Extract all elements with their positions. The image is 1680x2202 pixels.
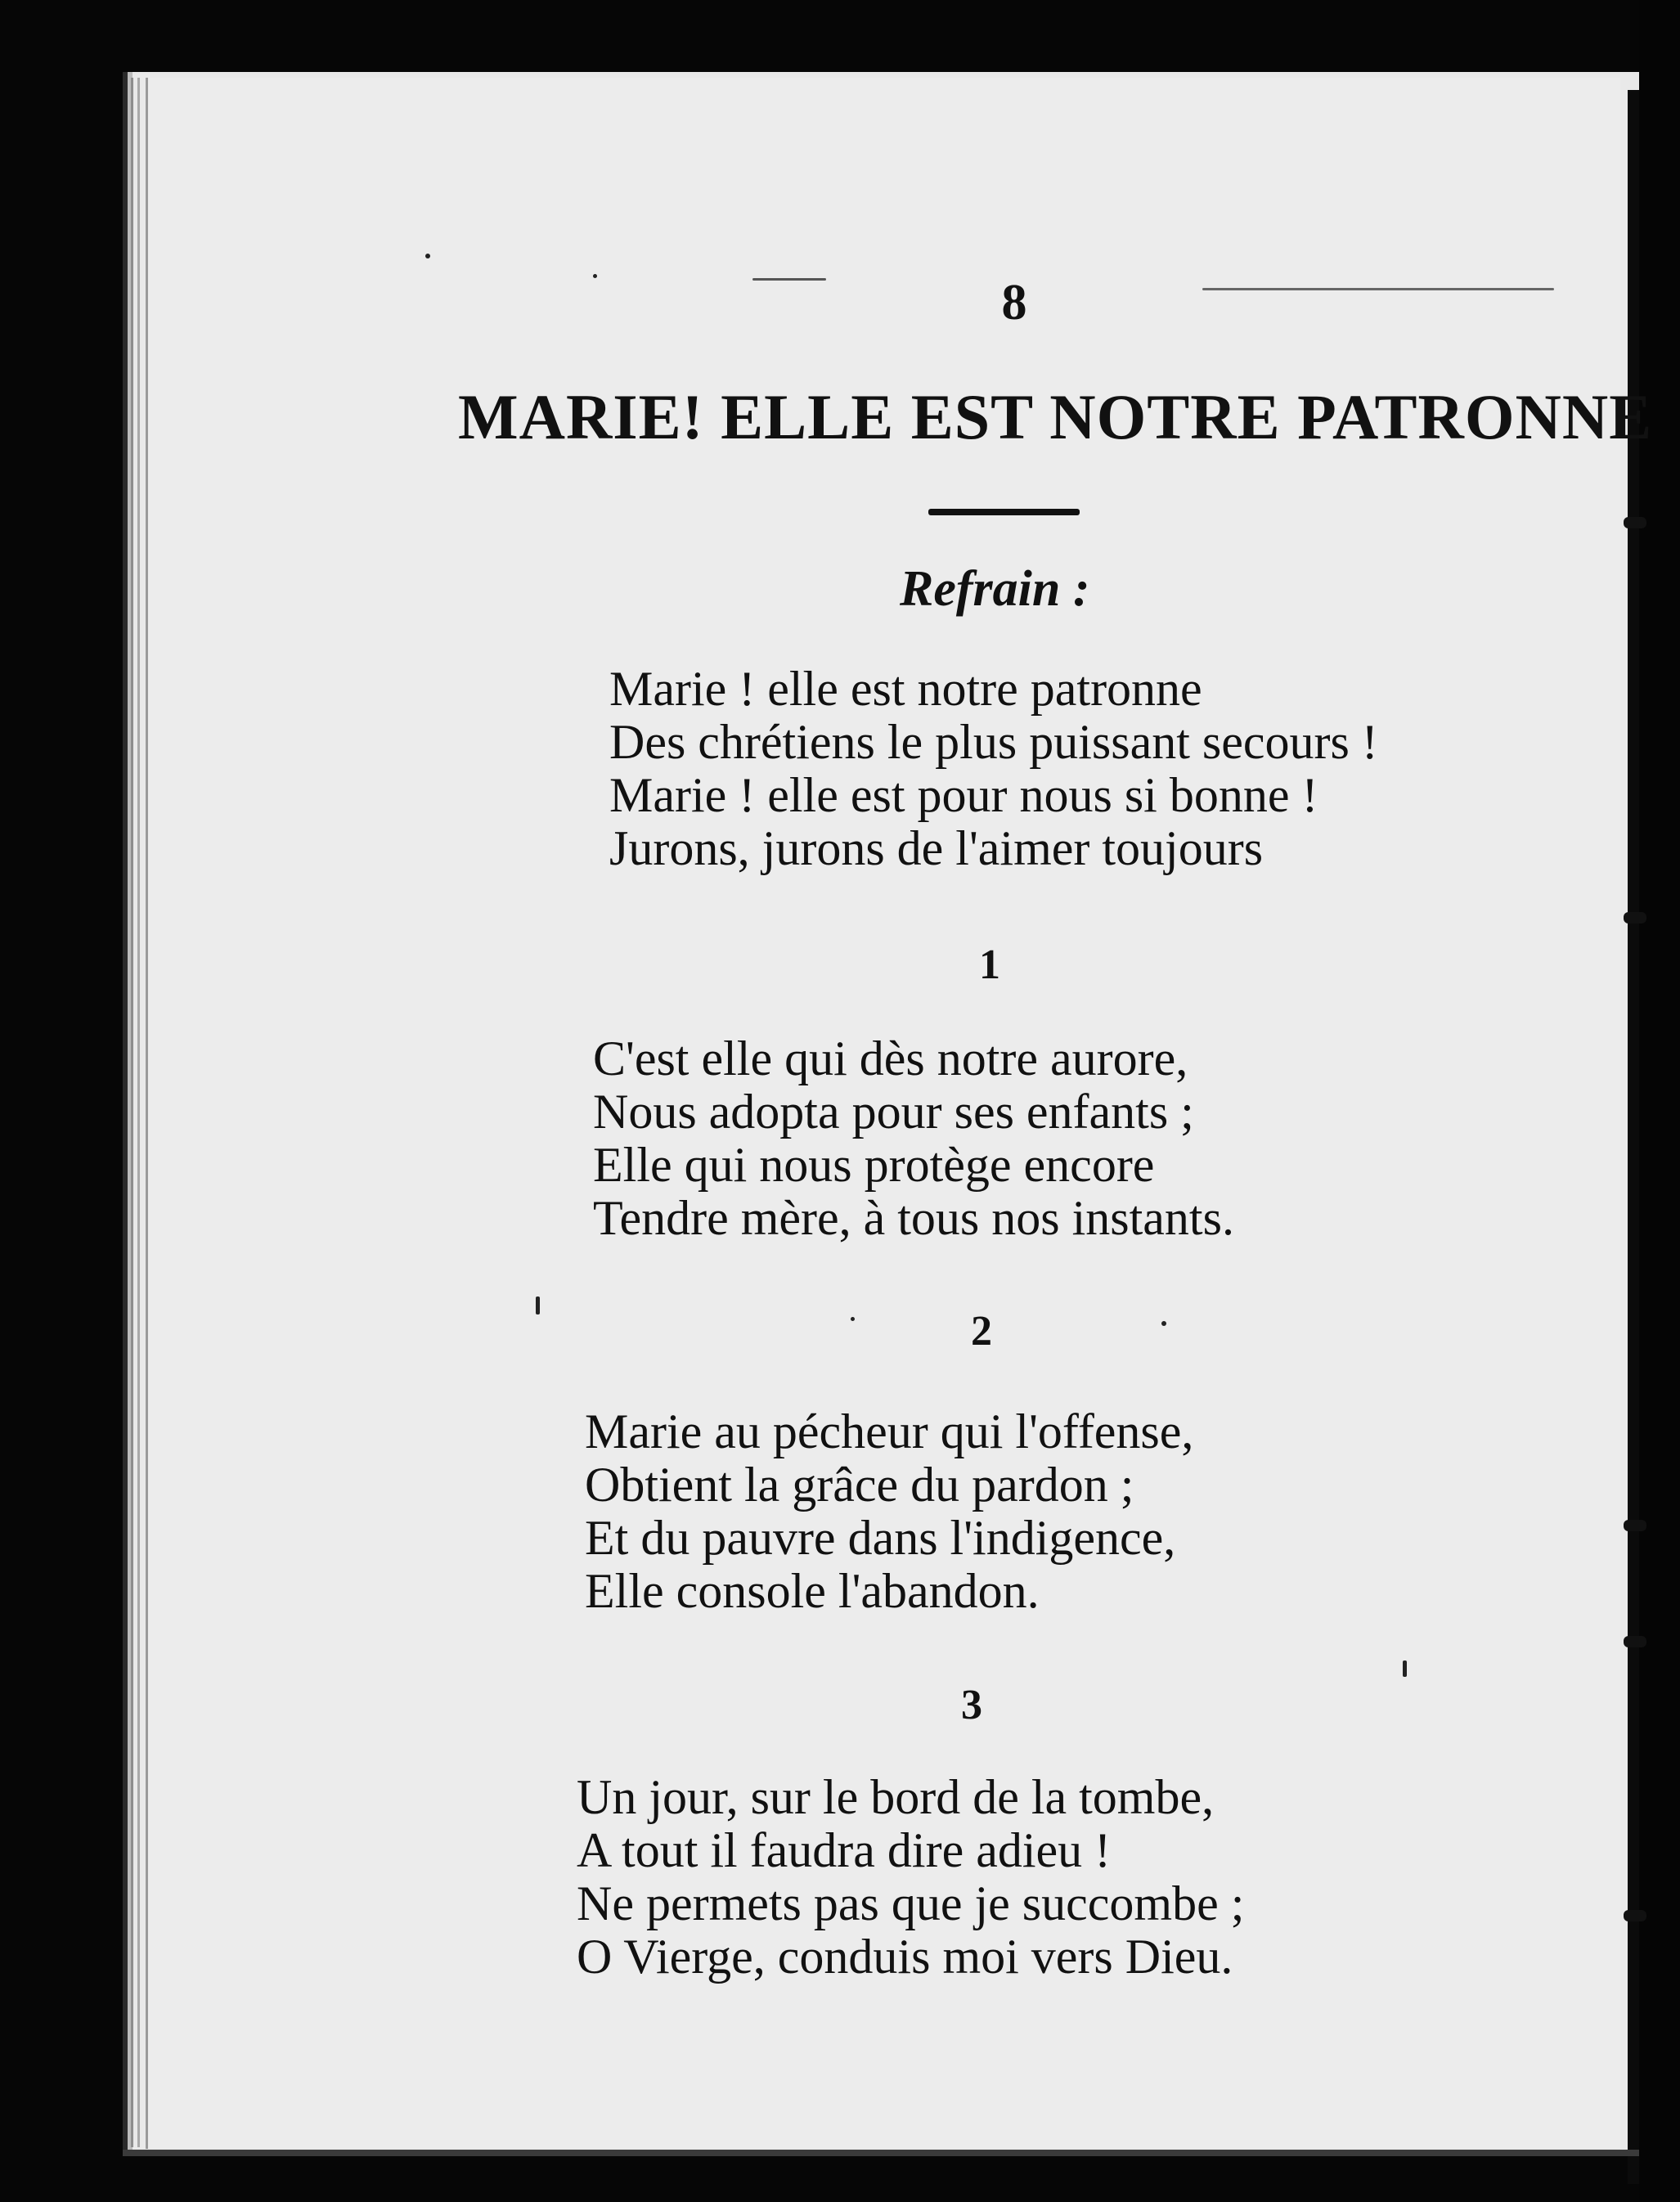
verse-line: Marie ! elle est notre patronne	[609, 662, 1202, 716]
page-number: 8	[1001, 275, 1027, 330]
verse-line: Obtient la grâce du pardon ;	[585, 1458, 1134, 1512]
stanza	[593, 1032, 1234, 1245]
verse-line: C'est elle qui dès notre aurore,	[593, 1031, 1188, 1085]
verse-line: Marie au pécheur qui l'offense,	[585, 1404, 1194, 1458]
verse-line: A tout il faudra dire adieu !	[577, 1823, 1112, 1877]
verse-line: Nous adopta pour ses enfants ;	[593, 1085, 1194, 1139]
stanza-number: 3	[961, 1682, 982, 1728]
refrain-stanza	[609, 663, 1378, 875]
verse-line: Ne permets pas que je succombe ;	[577, 1876, 1245, 1930]
verse-line: Et du pauvre dans l'indigence,	[585, 1511, 1176, 1565]
verse-line: Elle qui nous protège encore	[593, 1138, 1155, 1192]
verse-line: Elle console l'abandon.	[585, 1564, 1040, 1618]
stanza	[585, 1405, 1193, 1618]
stanza	[577, 1771, 1244, 1984]
title-rule	[928, 509, 1080, 515]
verse-line: Des chrétiens le plus puissant secours !	[609, 715, 1378, 769]
verse-line: O Vierge, conduis moi vers Dieu.	[577, 1930, 1233, 1984]
verse-line: Tendre mère, à tous nos instants.	[593, 1191, 1234, 1245]
verse-line: Jurons, jurons de l'aimer toujours	[609, 821, 1264, 875]
song-title: MARIE! ELLE EST NOTRE PATRONNE	[458, 381, 1653, 452]
stanza-number: 1	[979, 941, 1000, 988]
stanza-number: 2	[971, 1308, 992, 1355]
verse-line: Marie ! elle est pour nous si bonne !	[609, 768, 1318, 822]
verse-line: Un jour, sur le bord de la tombe,	[577, 1770, 1215, 1824]
refrain-label: Refrain :	[900, 561, 1090, 617]
